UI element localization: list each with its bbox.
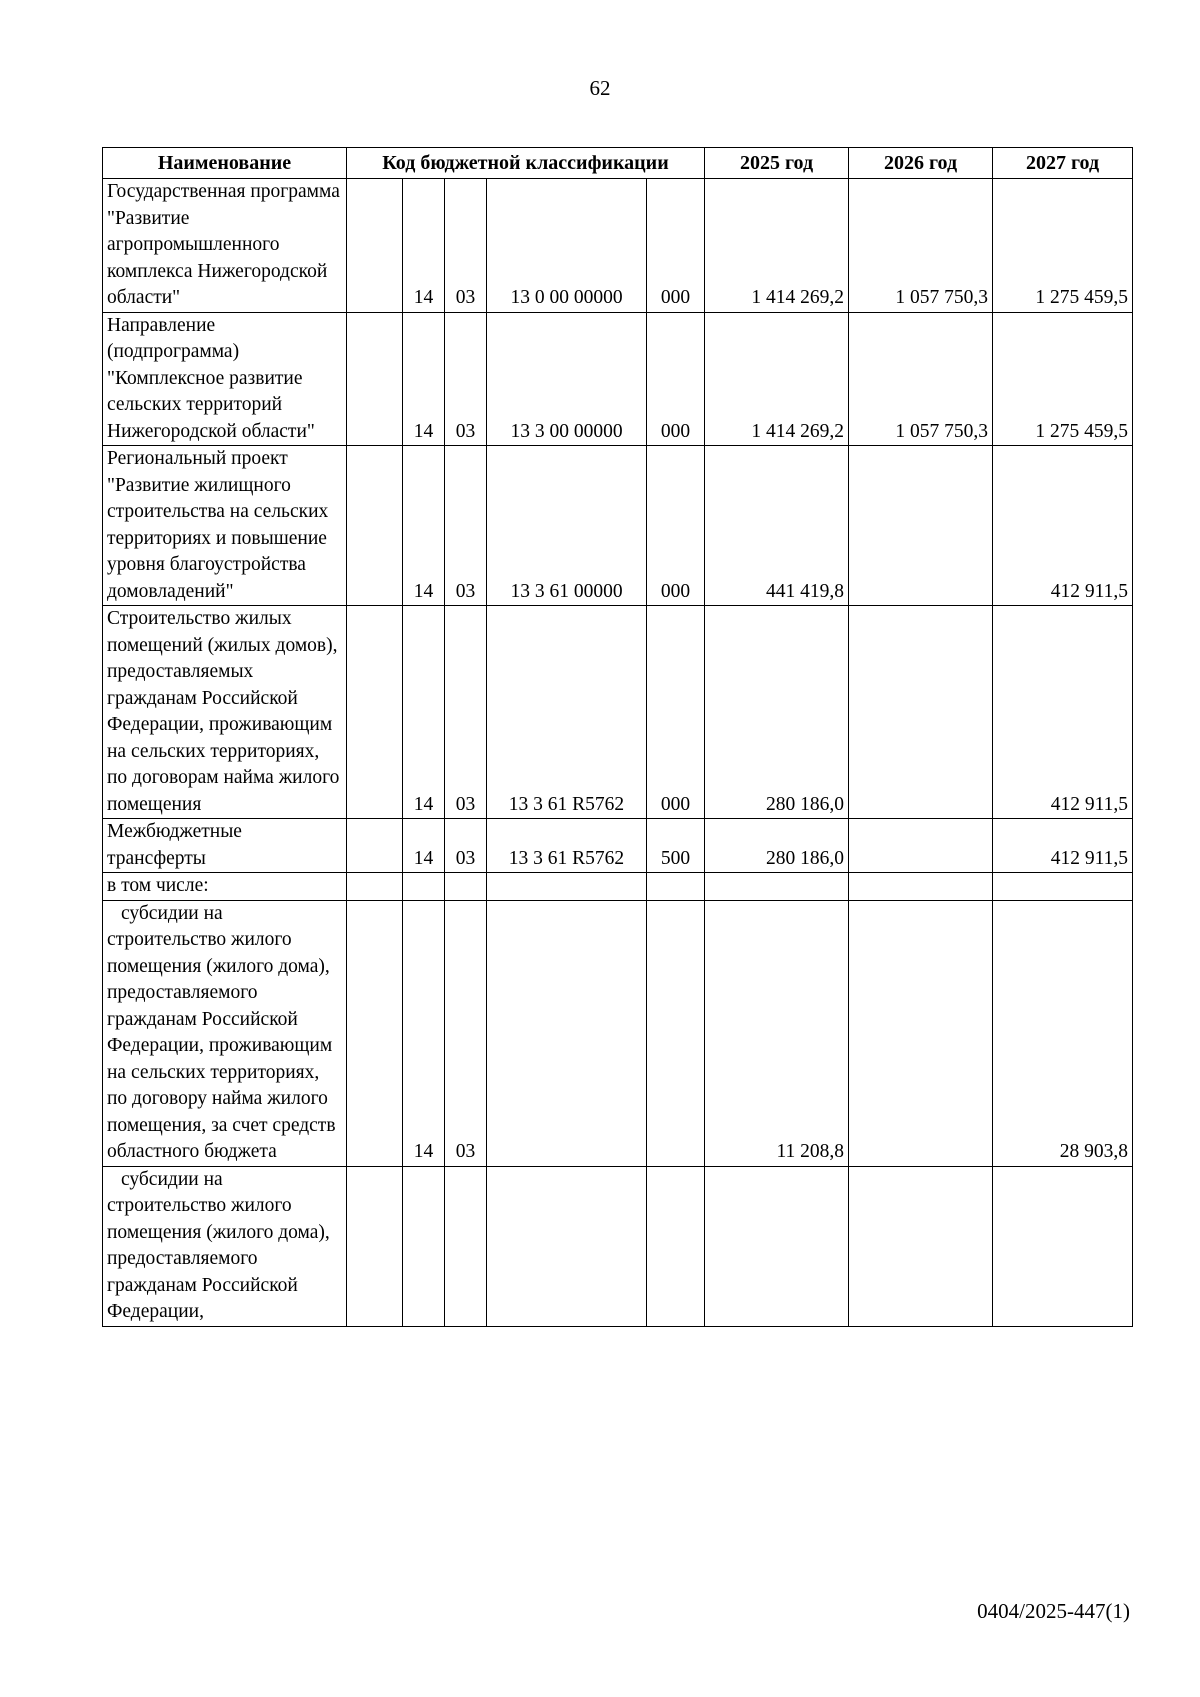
row-value-2027: 412 911,5 bbox=[993, 819, 1133, 873]
table-row bbox=[103, 900, 1133, 1166]
row-value-2027: 412 911,5 bbox=[993, 446, 1133, 606]
table-row bbox=[103, 179, 1133, 313]
header-2027: 2027 год bbox=[993, 148, 1133, 179]
table-row bbox=[103, 606, 1133, 819]
row-value-2025 bbox=[705, 1166, 849, 1326]
header-name: Наименование bbox=[103, 148, 347, 179]
row-value-2026 bbox=[849, 819, 993, 873]
row-name-text: субсидии на строительство жилого помещения (жилого дома), предоставляемого гражданам Российской Федерации, проживающим на сельских территориях, по договору найма жилого помещения, за счет средств областного бюджета bbox=[107, 902, 336, 1162]
table-row bbox=[103, 446, 1133, 606]
row-code-target bbox=[487, 873, 647, 901]
row-value-2027 bbox=[993, 1166, 1133, 1326]
row-value-2025: 1 414 269,2 bbox=[705, 312, 849, 446]
row-code-type bbox=[647, 1166, 705, 1326]
row-code-target: 13 3 61 R5762 bbox=[487, 606, 647, 819]
row-code-section bbox=[403, 1166, 445, 1326]
row-code-1 bbox=[347, 446, 403, 606]
row-code-type: 500 bbox=[647, 819, 705, 873]
row-code-section: 14 bbox=[403, 312, 445, 446]
row-code-target: 13 3 00 00000 bbox=[487, 312, 647, 446]
budget-table bbox=[102, 147, 1133, 1327]
row-code-1 bbox=[347, 1166, 403, 1326]
row-code-target bbox=[487, 1166, 647, 1326]
row-code-1 bbox=[347, 606, 403, 819]
row-name bbox=[103, 1166, 347, 1326]
row-name: Направление (подпрограмма) "Комплексное развитие сельских территорий Нижегородской области" bbox=[103, 312, 347, 446]
row-value-2025 bbox=[705, 873, 849, 901]
page-number: 62 bbox=[589, 76, 611, 100]
row-code-subsection: 03 bbox=[445, 819, 487, 873]
row-code-section: 14 bbox=[403, 606, 445, 819]
row-value-2026 bbox=[849, 900, 993, 1166]
row-code-type bbox=[647, 873, 705, 901]
row-value-2027: 1 275 459,5 bbox=[993, 179, 1133, 313]
row-value-2027: 1 275 459,5 bbox=[993, 312, 1133, 446]
row-code-section: 14 bbox=[403, 179, 445, 313]
row-code-type: 000 bbox=[647, 179, 705, 313]
row-value-2025: 1 414 269,2 bbox=[705, 179, 849, 313]
row-code-target: 13 3 61 00000 bbox=[487, 446, 647, 606]
row-code-type: 000 bbox=[647, 312, 705, 446]
row-value-2026 bbox=[849, 1166, 993, 1326]
row-code-section: 14 bbox=[403, 446, 445, 606]
table-row bbox=[103, 819, 1133, 873]
row-name bbox=[103, 900, 347, 1166]
row-name: Межбюджетные трансферты bbox=[103, 819, 347, 873]
row-code-1 bbox=[347, 900, 403, 1166]
row-code-1 bbox=[347, 179, 403, 313]
row-code-section bbox=[403, 873, 445, 901]
row-name-text: субсидии на строительство жилого помещения (жилого дома), предоставляемого гражданам Российской Федерации, bbox=[107, 1168, 330, 1322]
header-2026: 2026 год bbox=[849, 148, 993, 179]
row-code-1 bbox=[347, 873, 403, 901]
row-code-section: 14 bbox=[403, 819, 445, 873]
header-code: Код бюджетной классификации bbox=[347, 148, 705, 179]
row-value-2026 bbox=[849, 606, 993, 819]
row-name: Государственная программа "Развитие агропромышленного комплекса Нижегородской области" bbox=[103, 179, 347, 313]
row-name: Региональный проект "Развитие жилищного строительства на сельских территориях и повышение уровня благоустройства домовладений" bbox=[103, 446, 347, 606]
row-value-2025: 280 186,0 bbox=[705, 819, 849, 873]
row-code-subsection: 03 bbox=[445, 179, 487, 313]
row-code-subsection: 03 bbox=[445, 446, 487, 606]
row-code-subsection bbox=[445, 1166, 487, 1326]
header-2025: 2025 год bbox=[705, 148, 849, 179]
row-code-1 bbox=[347, 819, 403, 873]
row-value-2026 bbox=[849, 446, 993, 606]
table-row bbox=[103, 873, 1133, 901]
row-code-subsection: 03 bbox=[445, 606, 487, 819]
document-code: 0404/2025-447(1) bbox=[977, 1599, 1130, 1623]
row-value-2025: 441 419,8 bbox=[705, 446, 849, 606]
row-value-2026: 1 057 750,3 bbox=[849, 179, 993, 313]
row-code-section: 14 bbox=[403, 900, 445, 1166]
row-code-subsection bbox=[445, 873, 487, 901]
row-value-2027: 412 911,5 bbox=[993, 606, 1133, 819]
table-row bbox=[103, 312, 1133, 446]
row-value-2025: 11 208,8 bbox=[705, 900, 849, 1166]
row-code-type bbox=[647, 900, 705, 1166]
table-header-row bbox=[103, 148, 1133, 179]
row-value-2027: 28 903,8 bbox=[993, 900, 1133, 1166]
table-row bbox=[103, 1166, 1133, 1326]
row-value-2027 bbox=[993, 873, 1133, 901]
row-value-2025: 280 186,0 bbox=[705, 606, 849, 819]
row-code-subsection: 03 bbox=[445, 312, 487, 446]
row-code-type: 000 bbox=[647, 446, 705, 606]
row-name: в том числе: bbox=[103, 873, 347, 901]
row-code-type: 000 bbox=[647, 606, 705, 819]
row-code-target bbox=[487, 900, 647, 1166]
row-name: Строительство жилых помещений (жилых домов), предоставляемых гражданам Российской Федерации, проживающим на сельских территориях, по договорам найма жилого помещения bbox=[103, 606, 347, 819]
row-code-target: 13 0 00 00000 bbox=[487, 179, 647, 313]
row-code-target: 13 3 61 R5762 bbox=[487, 819, 647, 873]
row-code-subsection: 03 bbox=[445, 900, 487, 1166]
row-value-2026 bbox=[849, 873, 993, 901]
row-value-2026: 1 057 750,3 bbox=[849, 312, 993, 446]
row-code-1 bbox=[347, 312, 403, 446]
